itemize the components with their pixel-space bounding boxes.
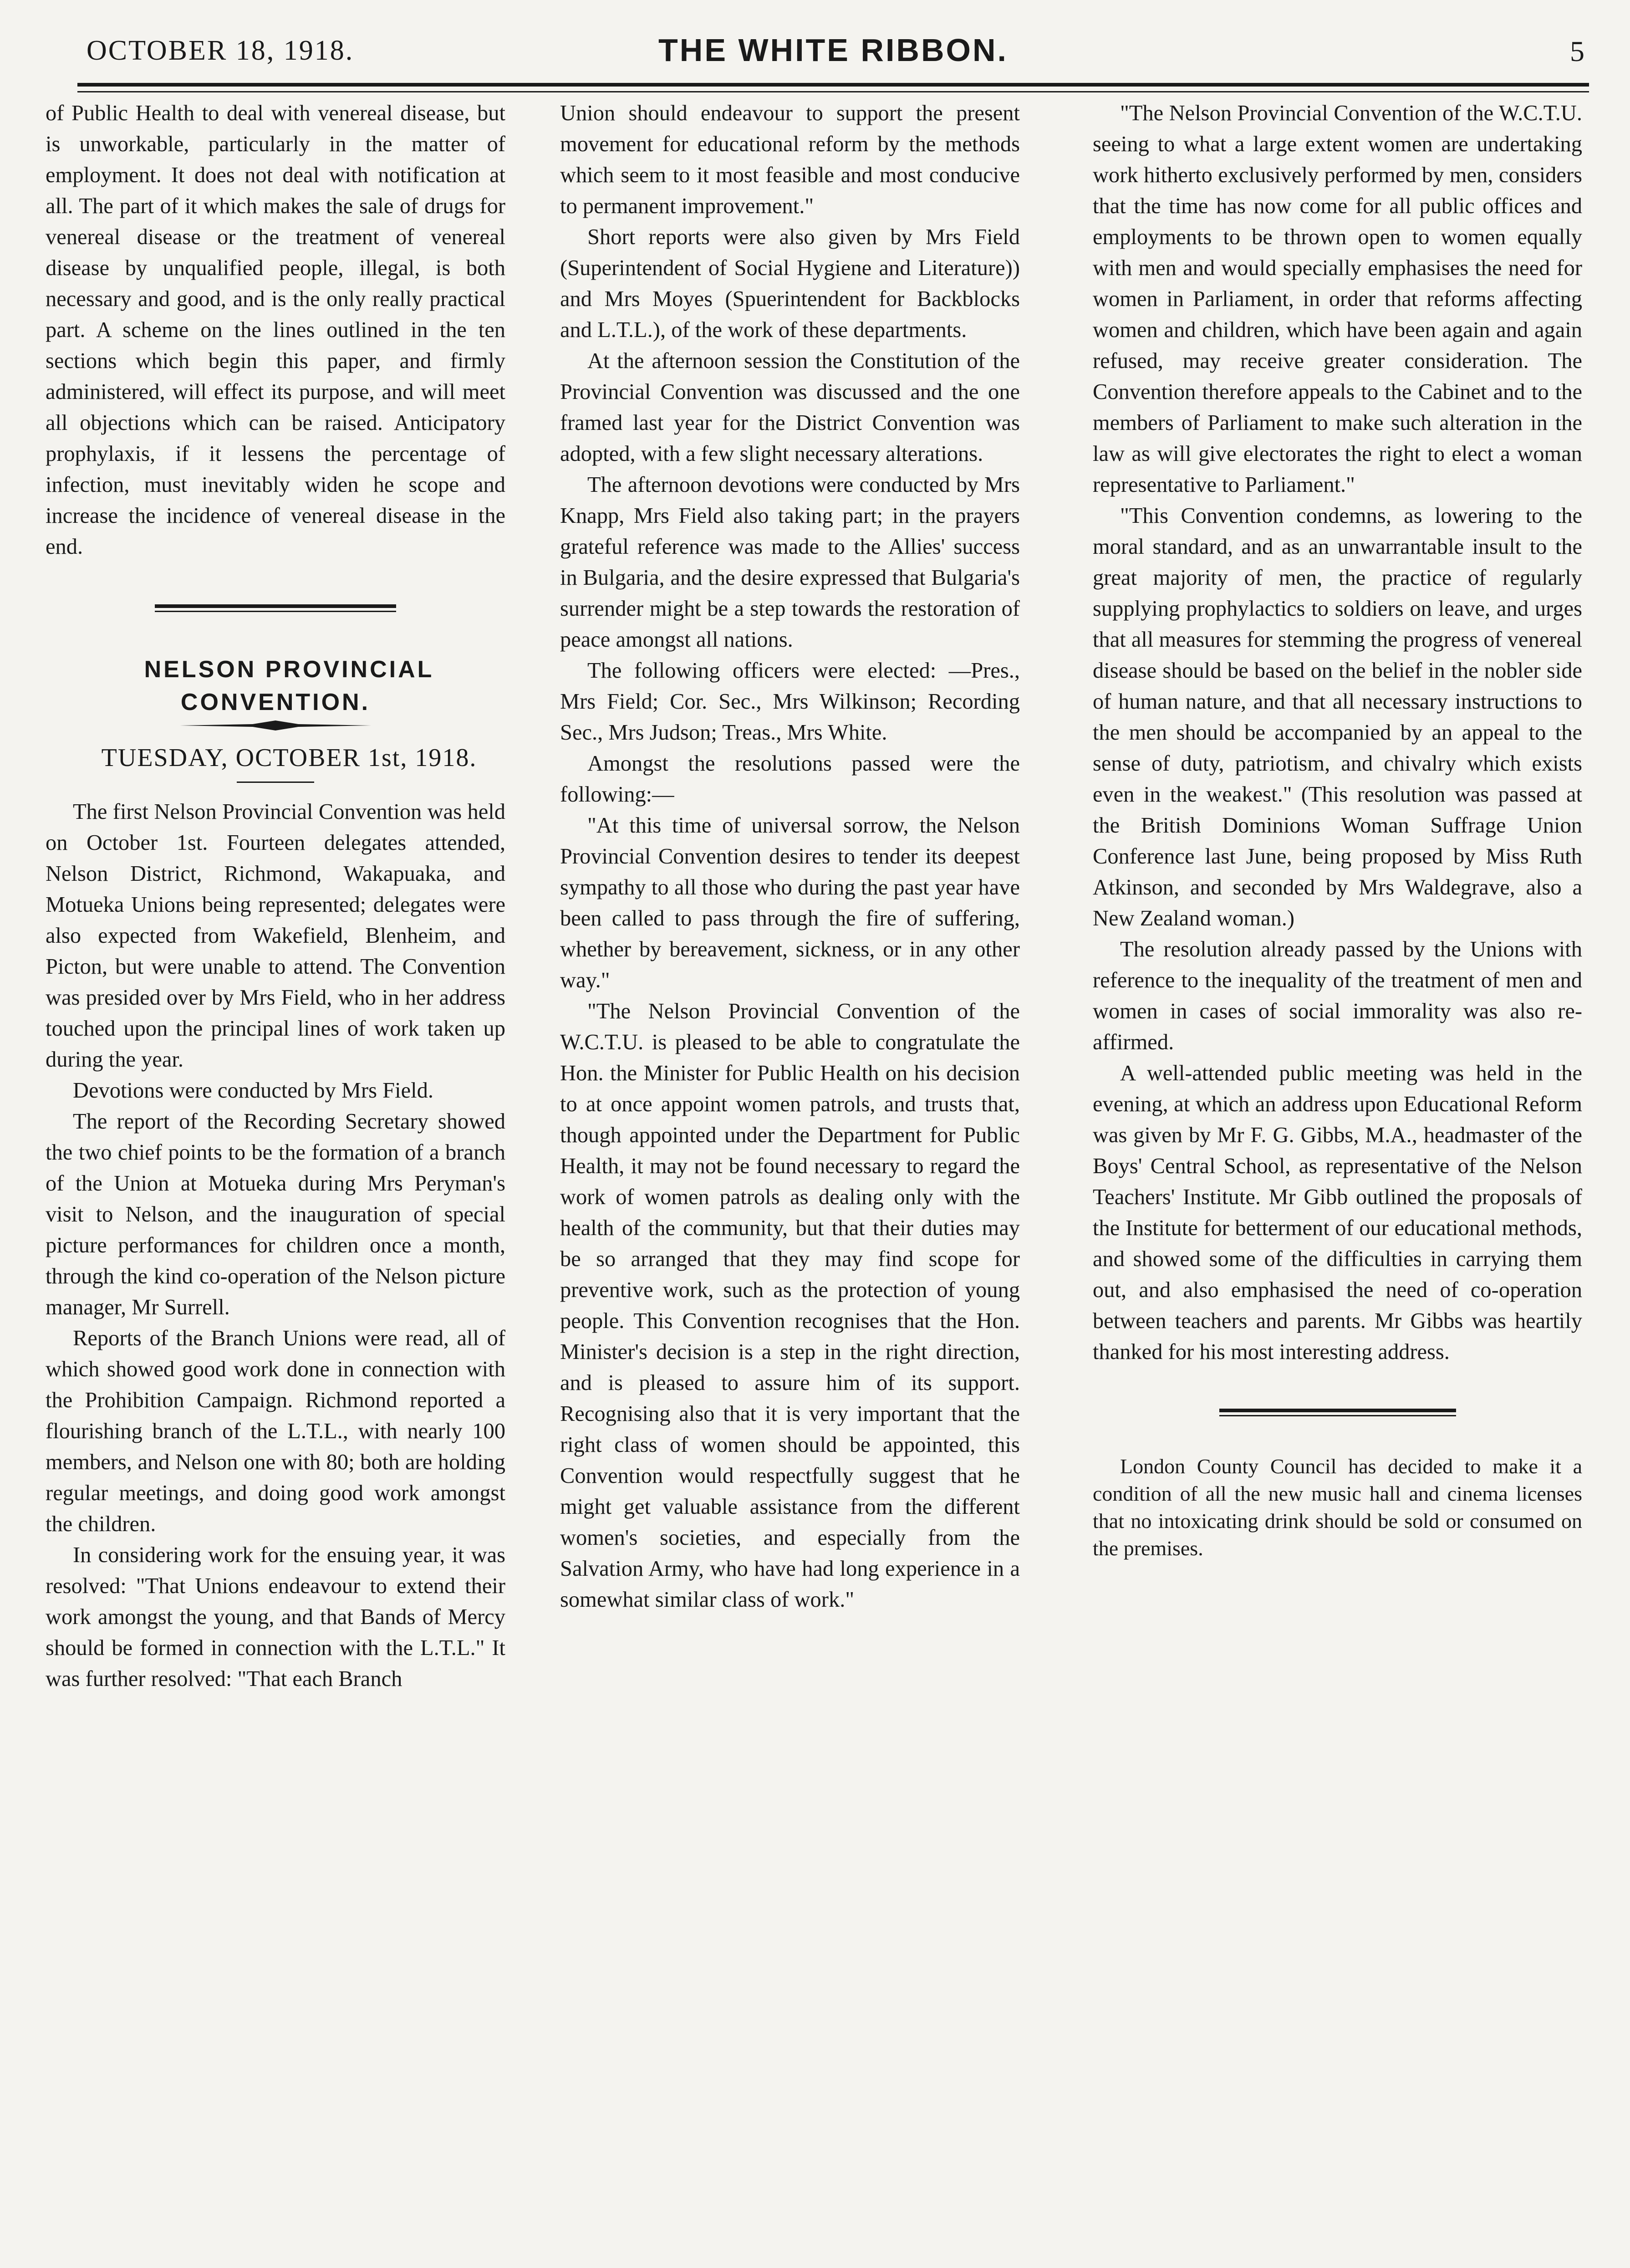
column-1 xyxy=(46,98,505,1695)
paragraph: "The Nelson Provincial Convention of the W.C.T.U. is pleased to be able to congratulate the Hon. the Minister for Public Health on his decision to at once appoint women patrols, and trusts that, though appointed under the Department for Public Health, it may not be found necessary to regard the work of women patrols as dealing only with the health of the community, but that their duties may be so arranged that they may find scope for preventive work, such as the protection of young people. This Convention recognises that the Hon. Minister's decision is a step in the right direction, and is pleased to assure him of its support. Recognising also that it is very important that the right class of women should be appointed, this Convention would respectfully suggest that he might get valuable assistance from the different women's societies, and especially from the Salvation Army, who have had long experience in a somewhat similar class of work." xyxy=(560,999,1020,1612)
column-2 xyxy=(560,98,1020,1615)
paragraph: At the afternoon session the Constitution of the Provincial Convention was discussed and the one framed last year for the District Convention was adopted, with a few slight necessary alterations. xyxy=(560,349,1020,466)
paragraph: Short reports were also given by Mrs Field (Superintendent of Social Hygiene and Literature)) and Mrs Moyes (Spuerintendent for Backblocks and L.T.L.), of the work of these departments. xyxy=(560,225,1020,342)
header-rule-thick xyxy=(77,83,1589,87)
paragraph: "The Nelson Provincial Convention of the W.C.T.U. seeing to what a large extent women are undertaking work hitherto exclusively performed by men, considers that the time has now come for all public offices and employments to be thrown open to women equally with men and would specially emphasises the need for women in Parliament, in order that reforms affecting women and children, which have been again and again refused, may receive greater consideration. The Convention therefore appeals to the Cabinet and to the members of Parliament to make such alteration in the law as will give electorates the right to elect a woman representative to Parliament." xyxy=(1093,101,1582,497)
section-divider xyxy=(1219,1409,1456,1412)
dateline: TUESDAY, OCTOBER 1st, 1918. xyxy=(101,744,477,772)
paragraph: The afternoon devotions were conducted by Mrs Knapp, Mrs Field also taking part; in the prayers grateful reference was made to the Allies' success in Bulgaria, and the desire expressed that Bulgaria's surrender might be a step towards the restoration of peace amongst all nations. xyxy=(560,473,1020,652)
header-rule-thin xyxy=(77,91,1589,92)
page-header xyxy=(77,32,1589,73)
issue-date: OCTOBER 18, 1918. xyxy=(87,35,354,66)
dateline-rule xyxy=(237,782,314,783)
ornament-rule xyxy=(180,719,371,732)
paragraph: Reports of the Branch Unions were read, all of which showed good work done in connection with the Prohibition Campaign. Richmond reported a flourishing branch of the L.T.L., with nearly 100 members, and Nelson one with 80; both are holding regular meetings, and doing good work amongst the children. xyxy=(46,1326,505,1536)
paragraph: "This Convention condemns, as lowering to the moral standard, and as an unwarrantable insult to the great majority of men, the practice of regularly supplying prophylactics to soldiers on leave, and urges that all measures for stemming the progress of venereal disease should be based on the belief in the nobler side of human nature, and that all necessary instructions to the men should be accompanied by an appeal to the sense of duty, patriotism, and chivalry which exists even in the weakest." (This resolution was passed at the British Dominions Woman Suffrage Union Conference last June, being proposed by Miss Ruth Atkinson, and seconded by Mrs Waldegrave, also a New Zealand woman.) xyxy=(1093,504,1582,930)
paragraph: A well-attended public meeting was held in the evening, at which an address upon Educational Reform was given by Mr F. G. Gibbs, M.A., headmaster of the Boys' Central School, as representative of the Nelson Teachers' Institute. Mr Gibb outlined the proposals of the Institute for betterment of our educational methods, and showed some of the difficulties in carrying them out, and also emphasised the need of co-operation between teachers and parents. Mr Gibbs was heartily thanked for his most interesting address. xyxy=(1093,1061,1582,1364)
masthead-title: THE WHITE RIBBON. xyxy=(658,32,1008,68)
page-number: 5 xyxy=(1570,35,1584,67)
paragraph: In considering work for the ensuing year, it was resolved: "That Unions endeavour to extend their work amongst the young, and that Bands of Mercy should be formed in connection with the L.T.L." It was further resolved: "That each Branch xyxy=(46,1543,505,1691)
section-divider xyxy=(155,604,396,608)
paragraph: Amongst the resolutions passed were the following:— xyxy=(560,751,1020,807)
column-3 xyxy=(1093,98,1582,1562)
paragraph: The following officers were elected: —Pres., Mrs Field; Cor. Sec., Mrs Wilkinson; Recording Sec., Mrs Judson; Treas., Mrs White. xyxy=(560,659,1020,745)
paragraph: Devotions were conducted by Mrs Field. xyxy=(73,1078,434,1103)
paragraph: Union should endeavour to support the present movement for educational reform by the methods which seem to it most feasible and most conducive to permanent improvement." xyxy=(560,101,1020,218)
paragraph: The resolution already passed by the Unions with reference to the inequality of the treatment of men and women in cases of social immorality was also re-affirmed. xyxy=(1093,937,1582,1054)
paragraph: The first Nelson Provincial Convention was held on October 1st. Fourteen delegates attended, Nelson District, Richmond, Wakapuaka, and Motueka Unions being represented; delegates were also expected from Wakefield, Blenheim, and Picton, but were unable to attend. The Convention was presided over by Mrs Field, who in her address touched upon the principal lines of work taken up during the year. xyxy=(46,800,505,1072)
section-title: NELSON PROVINCIAL CONVENTION. xyxy=(144,656,434,715)
paragraph: "At this time of universal sorrow, the Nelson Provincial Convention desires to tender its deepest sympathy to all those who during the past year have been called to pass through the fire of suffering, whether by bereavement, sickness, or in any other way." xyxy=(560,813,1020,992)
paragraph: of Public Health to deal with venereal disease, but is unworkable, particularly in the matter of employment. It does not deal with notification at all. The part of it which makes the sale of drugs for venereal disease or the treatment of venereal disease by unqualified people, illegal, is both necessary and good, and is the only really practical part. A scheme on the lines outlined in the ten sections which begin this paper, and firmly administered, will effect its purpose, and will meet all objections which can be raised. Anticipatory prophylaxis, if it lessens the percentage of infection, must inevitably widen he scope and increase the incidence of venereal disease in the end. xyxy=(46,101,505,559)
paragraph: The report of the Recording Secretary showed the two chief points to be the formation of a branch of the Union at Motueka during Mrs Peryman's visit to Nelson, and the inauguration of special picture performances for children once a month, through the kind co-operation of the Nelson picture manager, Mr Surrell. xyxy=(46,1109,505,1319)
news-note: London County Council has decided to make it a condition of all the new music hall and cinema licenses that no intoxicating drink should be sold or consumed on the premises. xyxy=(1093,1455,1582,1560)
